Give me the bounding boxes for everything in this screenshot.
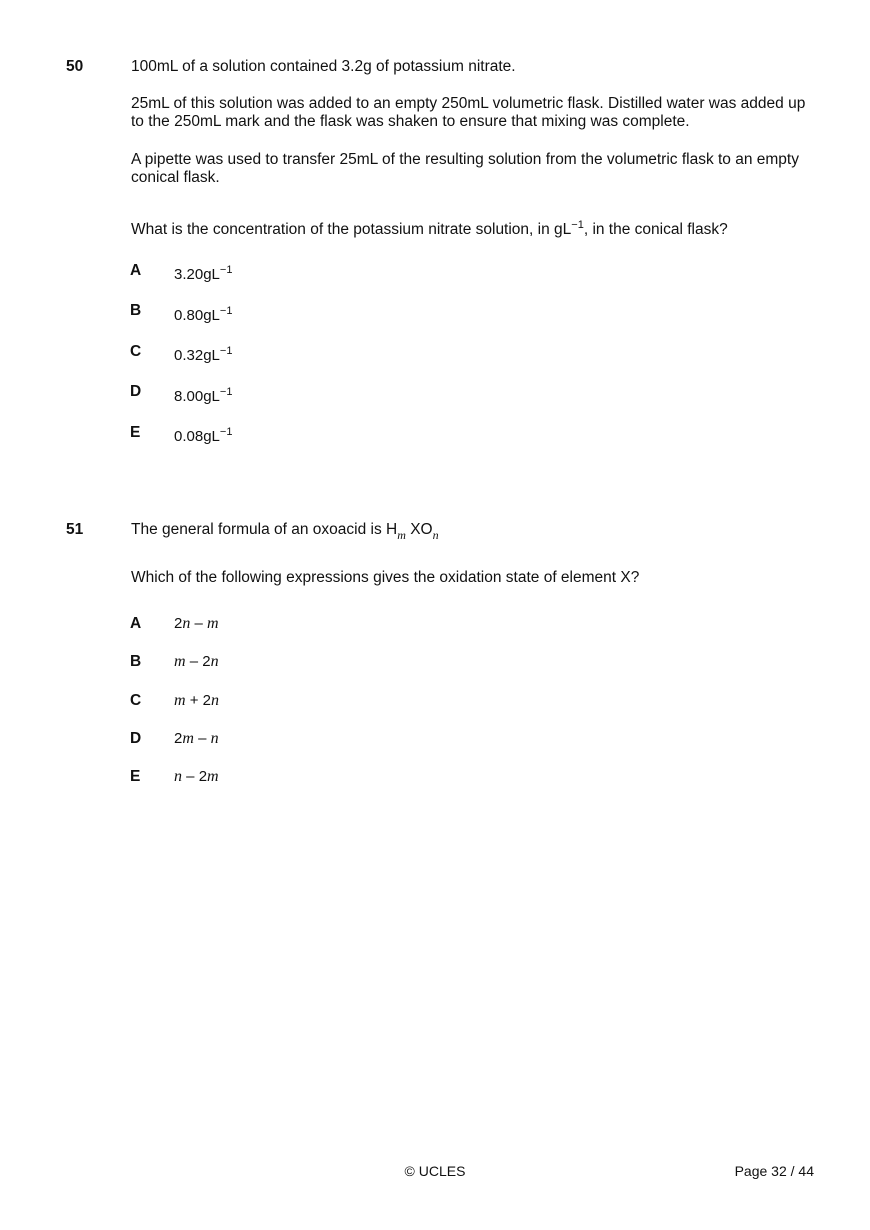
option-unit: gL (203, 388, 220, 405)
question-50-question (131, 216, 821, 239)
question-51-question: Which of the following expressions gives the oxidation state of element X? (131, 569, 640, 586)
option-expression (174, 615, 219, 633)
expr-var: n (210, 730, 219, 747)
expr-var: m (174, 692, 186, 709)
option-number: 8.00 (174, 388, 204, 405)
option-value (174, 264, 232, 283)
option-letter: E (130, 424, 141, 441)
expr-var: n (174, 768, 182, 785)
option-letter: E (130, 768, 141, 785)
question-51-intro-formula: XO (410, 521, 433, 538)
option-unit-sup: −1 (219, 345, 233, 357)
footer-page-number: Page 32 / 44 (734, 1163, 814, 1179)
expr-var: m (207, 615, 219, 632)
subscript-n: n (432, 528, 439, 542)
expr-op: – (193, 730, 211, 747)
expr-coef: 2 (198, 768, 208, 785)
option-unit: gL (203, 347, 220, 364)
question-50-question-sup: −1 (571, 219, 584, 231)
question-50-paragraph-3: A pipette was used to transfer 25mL of the resulting solution from the volumetric flask to an empty conical flask. (131, 151, 799, 186)
option-unit-sup: −1 (219, 386, 233, 398)
expr-var: n (210, 653, 219, 670)
option-value (174, 345, 232, 364)
expr-coef: 2 (174, 615, 183, 632)
option-expression (174, 730, 219, 748)
option-letter: B (130, 653, 142, 670)
expr-var: m (207, 768, 219, 785)
option-value (174, 386, 232, 405)
question-51-intro-text: The general formula of an oxoacid is H (131, 521, 398, 538)
expr-op: – (185, 653, 203, 670)
expr-op: – (190, 615, 208, 632)
option-letter: C (130, 343, 142, 360)
expr-coef: 2 (202, 692, 212, 709)
option-unit-sup: −1 (219, 264, 233, 276)
option-number: 0.32 (174, 347, 204, 364)
question-50-question-end: , in the conical flask? (583, 221, 728, 238)
option-expression (174, 653, 219, 671)
expr-coef: 2 (174, 730, 183, 747)
option-number: 0.08 (174, 428, 204, 445)
expr-var: n (182, 615, 191, 632)
option-number: 3.20 (174, 266, 204, 283)
option-expression (174, 692, 219, 710)
question-50-number: 50 (66, 58, 84, 75)
option-letter: B (130, 302, 142, 319)
subscript-m: m (397, 528, 406, 542)
expr-op: – (182, 768, 199, 785)
option-letter: A (130, 615, 142, 632)
expr-var: m (174, 653, 186, 670)
question-50-question-text: What is the concentration of the potassium nitrate solution, in gL (131, 221, 572, 238)
option-value (174, 305, 232, 324)
option-unit-sup: −1 (219, 426, 233, 438)
option-letter: C (130, 692, 142, 709)
option-unit: gL (203, 428, 220, 445)
option-unit-sup: −1 (219, 305, 233, 317)
question-51-number: 51 (66, 521, 84, 538)
option-letter: A (130, 262, 142, 279)
expr-coef: 2 (202, 653, 211, 670)
option-unit: gL (203, 266, 220, 283)
question-51-intro (131, 521, 821, 544)
option-value (174, 426, 232, 445)
expr-var: n (211, 692, 220, 709)
option-letter: D (130, 383, 142, 400)
option-number: 0.80 (174, 307, 204, 324)
expr-var: m (182, 730, 194, 747)
option-expression (174, 768, 219, 786)
footer-copyright: © UCLES (404, 1163, 466, 1179)
question-50-paragraph-2: 25mL of this solution was added to an empty 250mL volumetric flask. Distilled water was added up to the 250mL mark and the flask was shaken to ensure that mixing was complete. (131, 95, 806, 130)
option-letter: D (130, 730, 142, 747)
question-50-paragraph-1: 100mL of a solution contained 3.2g of potassium nitrate. (131, 58, 516, 75)
option-unit: gL (203, 307, 220, 324)
expr-op: + (185, 692, 203, 709)
